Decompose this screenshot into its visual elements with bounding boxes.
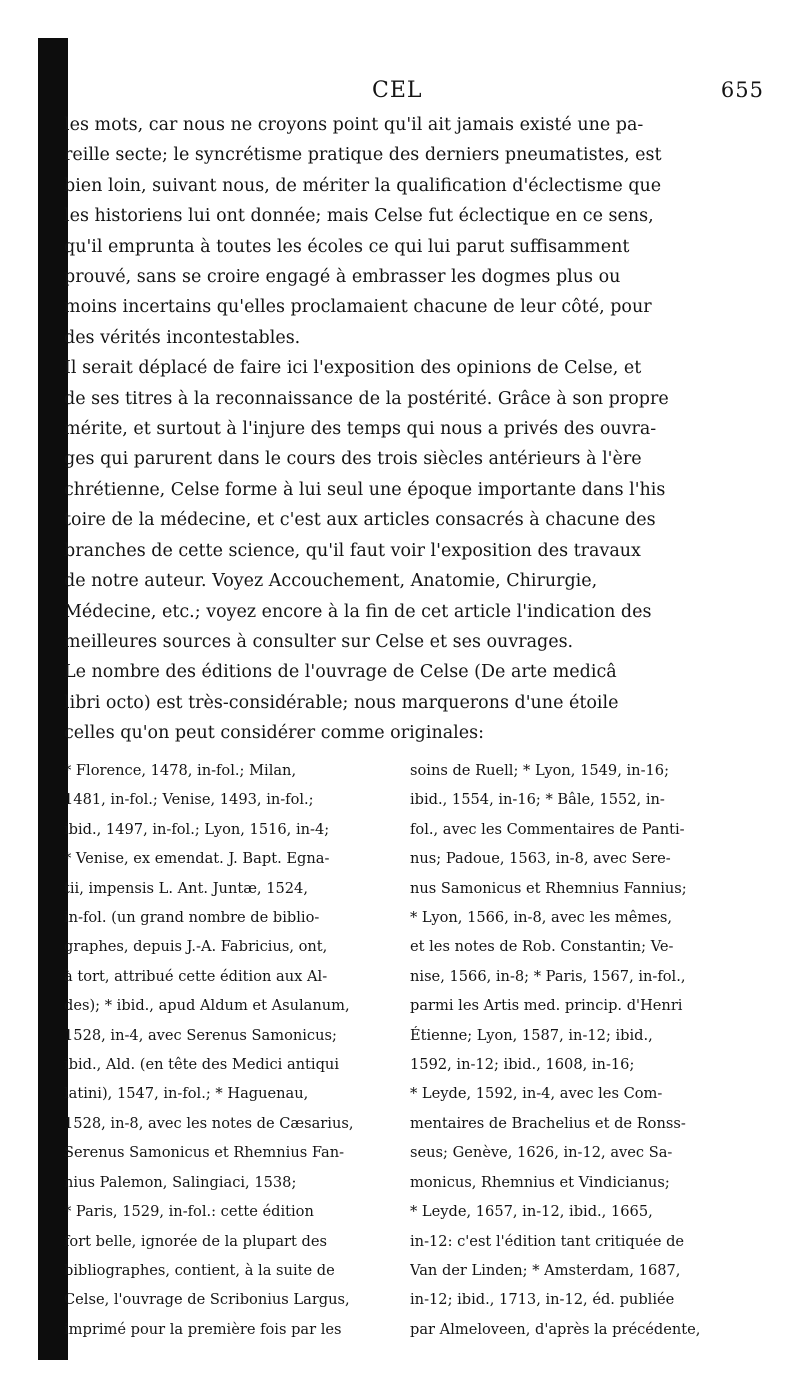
- column-line: par Almeloveen, d'après la précédente,: [410, 1320, 701, 1338]
- text-line: Le nombre des éditions de l'ouvrage de Celse (De arte medicâ: [64, 662, 617, 683]
- text-line: Il serait déplacé de faire ici l'exposition des opinions de Celse, et: [64, 358, 642, 379]
- column-line: * Paris, 1529, in-fol.: cette édition: [64, 1203, 314, 1221]
- column-line: nus; Padoue, 1563, in-8, avec Sere-: [410, 850, 671, 868]
- column-line: * Venise, ex emendat. J. Bapt. Egna-: [64, 850, 330, 868]
- column-line: Serenus Samonicus et Rhemnius Fan-: [64, 1144, 345, 1162]
- column-line: nise, 1566, in-8; * Paris, 1567, in-fol.,: [410, 967, 686, 985]
- column-line: imprimé pour la première fois par les: [64, 1320, 342, 1338]
- column-line: parmi les Artis med. princip. d'Henri: [410, 997, 683, 1015]
- column-line: seus; Genève, 1626, in-12, avec Sa-: [410, 1144, 673, 1162]
- text-line: prouvé, sans se croire engagé à embrasser les dogmes plus ou: [64, 267, 621, 288]
- column-line: * Leyde, 1592, in-4, avec les Com-: [410, 1085, 663, 1103]
- column-line: ibid., 1554, in-16; * Bâle, 1552, in-: [410, 791, 665, 809]
- column-line: Étienne; Lyon, 1587, in-12; ibid.,: [410, 1026, 653, 1044]
- column-line: 1528, in-4, avec Serenus Samonicus;: [64, 1026, 337, 1044]
- column-line: in-fol. (un grand nombre de biblio-: [64, 909, 320, 927]
- body-text: [64, 110, 759, 749]
- text-line: les mots, car nous ne croyons point qu'il ait jamais existé une pa-: [64, 115, 644, 135]
- column-line: ibid., Ald. (en tête des Medici antiqui: [64, 1056, 339, 1074]
- text-line: des vérités incontestables.: [64, 327, 301, 348]
- column-line: à tort, attribué cette édition aux Al-: [64, 967, 328, 985]
- column-line: bibliographes, contient, à la suite de: [64, 1261, 335, 1279]
- text-line: branches de cette science, qu'il faut voir l'exposition des travaux: [64, 540, 641, 561]
- paragraph-2: [64, 353, 759, 657]
- column-line: soins de Ruell; * Lyon, 1549, in-16;: [410, 762, 669, 779]
- column-line: graphes, depuis J.-A. Fabricius, ont,: [64, 938, 328, 956]
- book-page: [64, 0, 764, 1400]
- column-line: in-12; ibid., 1713, in-12, éd. publiée: [410, 1291, 675, 1309]
- running-header: [64, 78, 764, 106]
- column-line: 1592, in-12; ibid., 1608, in-16;: [410, 1056, 635, 1074]
- column-line: in-12: c'est l'édition tant critiquée de: [410, 1232, 685, 1250]
- text-line: bien loin, suivant nous, de mériter la qualification d'éclectisme que: [64, 175, 662, 196]
- text-line: mérite, et surtout à l'injure des temps qui nous a privés des ouvra-: [64, 419, 657, 440]
- column-line: latini), 1547, in-fol.; * Haguenau,: [64, 1085, 309, 1103]
- text-line: Médecine, etc.; voyez encore à la fin de cet article l'indication des: [64, 601, 652, 622]
- right-column: [410, 756, 730, 1344]
- column-line: * Leyde, 1657, in-12, ibid., 1665,: [410, 1203, 653, 1221]
- text-line: chrétienne, Celse forme à lui seul une époque importante dans l'his: [64, 479, 666, 500]
- text-line: celles qu'on peut considérer comme originales:: [64, 723, 484, 744]
- column-line: et les notes de Rob. Constantin; Ve-: [410, 938, 674, 956]
- text-line: de notre auteur. Voyez Accouchement, Anatomie, Chirurgie,: [64, 571, 598, 592]
- text-line: qu'il emprunta à toutes les écoles ce qui lui parut suffisamment: [64, 236, 630, 257]
- running-title: CEL: [372, 78, 423, 103]
- text-line: meilleures sources à consulter sur Celse et ses ouvrages.: [64, 631, 574, 652]
- column-line: monicus, Rhemnius et Vindicianus;: [410, 1173, 670, 1191]
- column-line: nus Samonicus et Rhemnius Fannius;: [410, 879, 687, 897]
- text-line: toire de la médecine, et c'est aux articles consacrés à chacune des: [64, 510, 656, 531]
- page-number: 655: [720, 78, 764, 102]
- column-line: fort belle, ignorée de la plupart des: [64, 1232, 328, 1250]
- text-line: de ses titres à la reconnaissance de la postérité. Grâce à son propre: [64, 388, 669, 409]
- column-line: Celse, l'ouvrage de Scribonius Largus,: [64, 1291, 350, 1309]
- column-line: 1481, in-fol.; Venise, 1493, in-fol.;: [64, 791, 314, 809]
- text-line: les historiens lui ont donnée; mais Celse fut éclectique en ce sens,: [64, 206, 654, 227]
- text-line: ges qui parurent dans le cours des trois siècles antérieurs à l'ère: [64, 449, 642, 470]
- column-line: des); * ibid., apud Aldum et Asulanum,: [64, 997, 350, 1015]
- text-line: moins incertains qu'elles proclamaient chacune de leur côté, pour: [64, 297, 652, 318]
- text-line: reille secte; le syncrétisme pratique des derniers pneumatistes, est: [64, 145, 662, 166]
- column-line: Van der Linden; * Amsterdam, 1687,: [410, 1261, 681, 1279]
- column-line: fol., avec les Commentaires de Panti-: [410, 820, 685, 838]
- column-line: nius Palemon, Salingiaci, 1538;: [64, 1173, 297, 1191]
- paragraph-3: [64, 657, 759, 748]
- column-line: * Lyon, 1566, in-8, avec les mêmes,: [410, 909, 672, 927]
- column-line: * Florence, 1478, in-fol.; Milan,: [64, 762, 297, 779]
- paragraph-1: [64, 110, 759, 353]
- column-line: mentaires de Brachelius et de Ronss-: [410, 1114, 686, 1132]
- column-line: tii, impensis L. Ant. Juntæ, 1524,: [64, 879, 308, 897]
- left-column: [64, 756, 384, 1344]
- column-line: ibid., 1497, in-fol.; Lyon, 1516, in-4;: [64, 820, 330, 838]
- column-line: 1528, in-8, avec les notes de Cæsarius,: [64, 1114, 354, 1132]
- text-line: libri octo) est très-considérable; nous marquerons d'une étoile: [64, 692, 619, 713]
